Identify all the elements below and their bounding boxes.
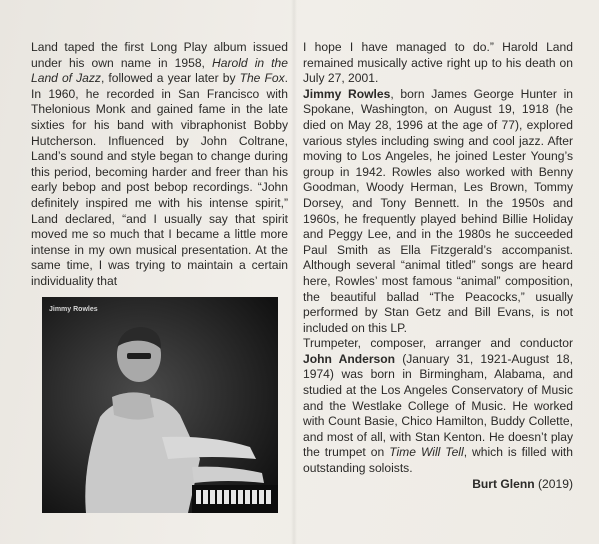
left-column bbox=[31, 40, 288, 290]
right-paragraph-jimmy-rowles bbox=[303, 87, 573, 337]
right-paragraph-harold-land-end: I hope I have managed to do.” Harold Land remained musically active right up to his death on July 27, 2001. bbox=[303, 40, 573, 86]
right-column bbox=[303, 40, 573, 492]
album-title-time-will-tell: Time Will Tell bbox=[389, 445, 464, 460]
text-run: Trumpeter, composer, arranger and conductor bbox=[303, 336, 573, 351]
text-run: , followed a year later by bbox=[100, 71, 240, 86]
text-run: , which is filled with outstanding soloists. bbox=[303, 445, 573, 476]
author-name: Burt Glenn bbox=[472, 476, 535, 491]
piano-player-image bbox=[42, 297, 278, 513]
right-paragraph-john-anderson bbox=[303, 336, 573, 476]
text-run: (January 31, 1921-August 18, 1974) was born in Birmingham, Alabama, and studied at the Los Angeles Conservatory of Music and the Westlake College of Music. He worked with Count Basie, Chico Hamilton, Buddy Collette, and most of all, with Stan Kenton. He doesn’t play the trumpet on bbox=[303, 351, 573, 460]
page-fold-shadow bbox=[291, 0, 297, 544]
author-signature bbox=[303, 477, 573, 493]
photo-caption: Jimmy Rowles bbox=[49, 306, 98, 313]
jimmy-rowles-photo bbox=[42, 297, 278, 513]
musician-name-john-anderson: John Anderson bbox=[303, 351, 396, 366]
musician-name-jimmy-rowles: Jimmy Rowles bbox=[303, 86, 391, 101]
left-paragraph-harold-land bbox=[31, 40, 288, 290]
text-run: . In 1960, he recorded in San Francisco with Thelonious Monk and gained fame in the late sixties for his band with vibraphonist Bobby Hutcherson. Influenced by John Coltrane, Land’s sound and style began to change during this period, becoming harder and freer than his early bebop and post bebop recordings. “John definitely inspired me with his intense spirit,” Land declared, “and I usually say that spirit moved me so much that I became a little more intense in my own musical presentation. At the same time, I was trying to maintain a certain individuality that bbox=[31, 71, 288, 288]
album-title-the-fox: The Fox bbox=[239, 71, 285, 86]
text-run: , born James George Hunter in Spokane, Washington, on August 19, 1918 (he died on May 28, 1996 at the age of 77), explored various styles including swing and cool jazz. After moving to Los Angeles, he joined Lester Young’s group in 1942. Rowles also worked with Benny Goodman, Woody Herman, Les Brown, Tommy Dorsey, and Tony Bennett. In the 1950s and 1960s, he frequently played behind Billie Holiday and Peggy Lee, and in the 1980s he succeeded Paul Smith as Ella Fitzgerald’s accompanist. Although several “animal titled” songs are heard here, Rowles’ most famous “animal” composition, the beautiful ballad “The Peacocks,” usually performed by Stan Getz and Bill Evans, is not included on this LP. bbox=[303, 86, 573, 335]
album-title-harold-in-the-land-of-jazz: Harold in the Land of Jazz bbox=[31, 55, 288, 86]
author-year: (2019) bbox=[534, 476, 573, 491]
text-run: Land taped the first Long Play album issued under his own name in 1958, bbox=[31, 40, 288, 70]
